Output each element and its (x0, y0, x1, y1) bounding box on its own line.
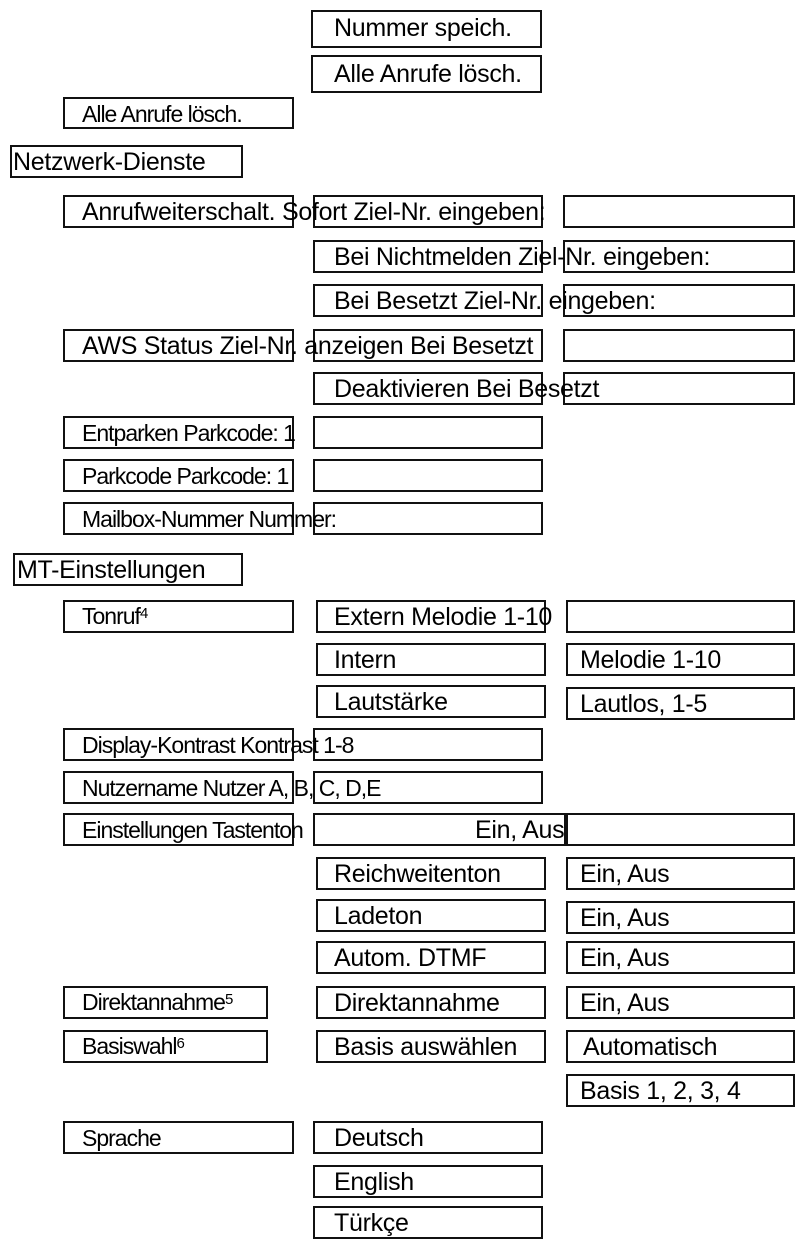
label-nummer-speich: Nummer speich. (334, 14, 512, 42)
label-alle-anrufe-loesch: Alle Anrufe lösch. (82, 101, 242, 127)
menu-box-extern-value[interactable] (566, 600, 795, 633)
label-basiswahl-text: Basiswahl (82, 1033, 177, 1059)
menu-box-entparken-value[interactable] (313, 416, 543, 449)
footnote-6: 6 (176, 1035, 184, 1052)
menu-box-sofort-value[interactable] (563, 195, 795, 228)
label-basiswahl (82, 1031, 184, 1061)
label-deaktivieren: Deaktivieren Bei Besetzt (334, 375, 600, 403)
menu-box-aws-value[interactable] (563, 329, 795, 362)
label-anrufweiterschalt: Anrufweiterschalt. Sofort Ziel-Nr. eingeben: (82, 198, 546, 226)
label-deutsch: Deutsch (334, 1124, 424, 1152)
label-basis-auswaehlen: Basis auswählen (334, 1033, 518, 1061)
label-nutzername: Nutzername Nutzer A, B, C, D,E (82, 775, 381, 801)
label-bei-besetzt: Bei Besetzt Ziel-Nr. eingeben: (334, 287, 656, 315)
label-intern: Intern (334, 646, 397, 674)
label-display-kontrast: Display-Kontrast Kontrast 1-8 (82, 732, 354, 758)
label-ladeton: Ladeton (334, 902, 423, 930)
footnote-4: 4 (139, 605, 148, 622)
menu-box-parkcode-value[interactable] (313, 459, 543, 492)
label-tonruf-text: Tonruf (82, 603, 140, 629)
label-tonruf (82, 601, 147, 631)
label-direktannahme (82, 987, 232, 1017)
label-mt-einstellungen: MT-Einstellungen (17, 556, 206, 584)
label-alle-anrufe-loesch-sub: Alle Anrufe lösch. (334, 60, 522, 88)
label-ein-aus-tastenton: Ein, Aus (475, 816, 565, 844)
label-sprache: Sprache (82, 1125, 161, 1151)
label-ein-aus-lade: Ein, Aus (580, 904, 670, 932)
label-direktannahme-sub: Direktannahme (334, 989, 500, 1017)
label-reichweitenton: Reichweitenton (334, 860, 501, 888)
label-einstellungen: Einstellungen Tastenton (82, 817, 303, 843)
label-lautlos: Lautlos, 1-5 (580, 690, 708, 718)
label-parkcode: Parkcode Parkcode: 1 (82, 463, 289, 489)
label-autom-dtmf: Autom. DTMF (334, 944, 487, 972)
label-mailbox: Mailbox-Nummer Nummer: (82, 506, 337, 532)
label-ein-aus-reichweite: Ein, Aus (580, 860, 670, 888)
label-automatisch: Automatisch (583, 1033, 718, 1061)
label-aws-status: AWS Status Ziel-Nr. anzeigen Bei Besetzt (82, 332, 534, 360)
label-lautstaerke: Lautstärke (334, 688, 448, 716)
label-direktannahme-text: Direktannahme (82, 989, 225, 1015)
label-ein-aus-direkt: Ein, Aus (580, 989, 670, 1017)
label-english: English (334, 1168, 414, 1196)
label-basis-liste: Basis 1, 2, 3, 4 (580, 1077, 741, 1105)
label-tuerkce: Türkçe (334, 1209, 409, 1237)
label-ein-aus-dtmf: Ein, Aus (580, 944, 670, 972)
label-entparken: Entparken Parkcode: 1 (82, 420, 295, 446)
label-netzwerk-dienste: Netzwerk-Dienste (13, 148, 206, 176)
menu-box-mailbox-value[interactable] (313, 502, 543, 535)
label-extern: Extern Melodie 1-10 (334, 603, 553, 631)
footnote-5: 5 (224, 991, 233, 1008)
label-melodie: Melodie 1-10 (580, 646, 721, 674)
label-bei-nichtmelden: Bei Nichtmelden Ziel-Nr. eingeben: (334, 243, 711, 271)
menu-box-tastenton-value[interactable] (566, 813, 795, 846)
